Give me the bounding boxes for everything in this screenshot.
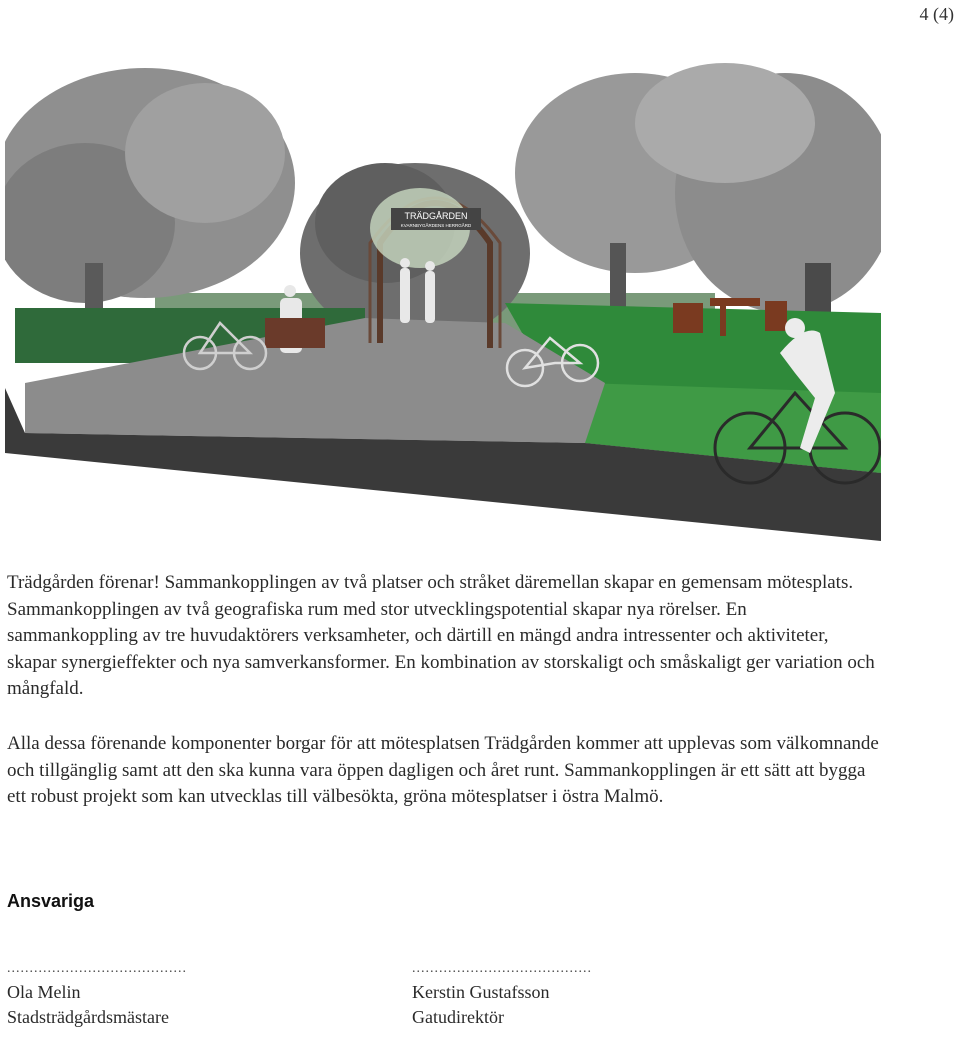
signature-block-right: [412, 958, 592, 1030]
paragraph-2: Alla dessa förenande komponenter borgar för att mötesplatsen Trädgården kommer att upplevas som välkomnande och tillgänglig samt att den ska kunna vara öppen dagligen och året runt. Sammankopplingen är ett sätt att bygga ett robust projekt som kan utvecklas till välbesökta, gröna mötesplatser i östra Malmö.: [7, 733, 879, 807]
signatory-title: Stadsträdgårdsmästare: [7, 1007, 169, 1027]
responsible-heading: Ansvariga: [7, 891, 95, 911]
garden-rendering: [5, 63, 881, 543]
paragraph-1: Trädgården förenar! Sammankopplingen av två platser och stråket däremellan skapar en gemensam mötesplats. Sammankopplingen av två geografiska rum med stor utvecklingspotential skapar nya rörelser. En sammankoppling av tre huvudaktörers verksamheter, och därtill en mängd andra intressenter och aktiviteter, skapar synergieffekter och nya samverkansformer. En kombination av storskaligt och småskaligt ger variation och mångfald.: [7, 572, 875, 699]
arch-sign-subtitle: KVARNBYGÅRDENS HERRGÅRD: [400, 223, 472, 228]
signature-block-left: [7, 958, 187, 1030]
garden-illustration: [5, 63, 881, 543]
page-number: 4 (4): [919, 4, 954, 24]
signatory-title: Gatudirektör: [412, 1007, 504, 1027]
bench: [265, 318, 325, 348]
signatory-name: Ola Melin: [7, 982, 81, 1002]
signature-line: ........................................: [7, 961, 187, 976]
signature-line: ........................................: [412, 961, 592, 976]
arch-sign-title: TRÄDGÅRDEN: [404, 211, 468, 221]
signatory-name: Kerstin Gustafsson: [412, 982, 550, 1002]
